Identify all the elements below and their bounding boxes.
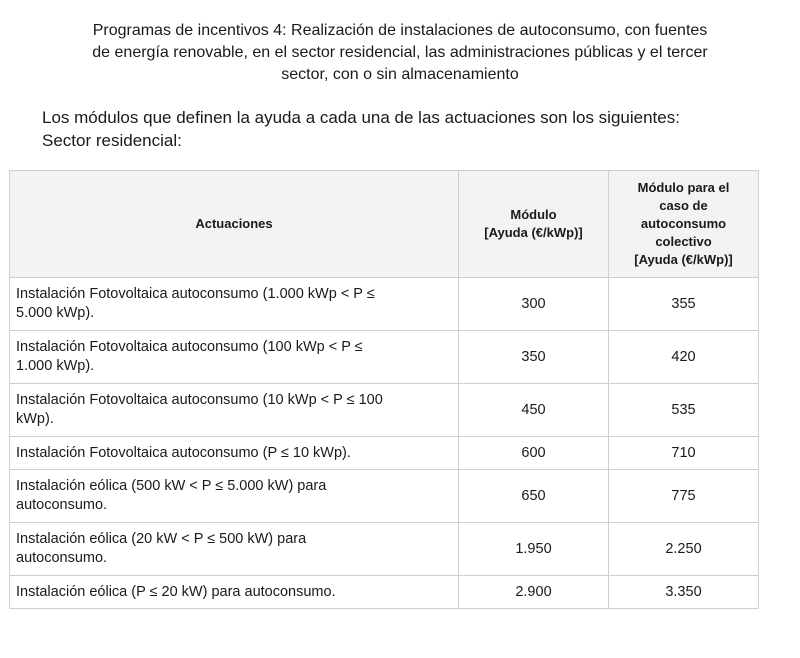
cell-modulo: 650 [459,470,609,523]
header-line: [Ayuda (€/kWp)] [484,225,583,240]
cell-modulo: 300 [459,278,609,331]
cell-modulo: 600 [459,437,609,470]
cell-line: kWp). [16,411,54,427]
cell-line: 1.000 kWp). [16,358,95,374]
section-label: Sector residencial: [42,131,182,150]
header-modulo-colectivo [609,171,759,278]
cell-modulo-colectivo: 710 [609,437,759,470]
cell-actuacion [10,470,459,523]
table-header-row [10,171,759,278]
header-line: Módulo para el [637,180,730,195]
cell-line: Instalación eólica (500 kW < P ≤ 5.000 kW) para [16,478,327,494]
cell-line: autoconsumo. [16,497,108,513]
table-row [10,437,759,470]
cell-modulo: 450 [459,384,609,437]
cell-modulo-colectivo: 355 [609,278,759,331]
cell-modulo: 2.900 [459,576,609,609]
header-line: [Ayuda (€/kWp)] [634,252,733,267]
cell-line: Instalación Fotovoltaica autoconsumo (1.000 kWp < P ≤ [16,286,375,302]
cell-actuacion [10,384,459,437]
cell-modulo: 1.950 [459,523,609,576]
cell-line: Instalación Fotovoltaica autoconsumo (10 kWp < P ≤ 100 [16,392,383,408]
header-line: autoconsumo [640,216,727,231]
cell-actuacion [10,437,459,470]
table-row [10,470,759,523]
intro-line: Los módulos que definen la ayuda a cada una de las actuaciones son los siguientes: [42,108,680,127]
cell-modulo: 350 [459,331,609,384]
table-row [10,576,759,609]
title-line: sector, con o sin almacenamiento [281,66,519,83]
cell-line: autoconsumo. [16,550,108,566]
cell-modulo-colectivo: 3.350 [609,576,759,609]
header-line: Módulo [510,207,557,222]
table-row [10,523,759,576]
cell-modulo-colectivo: 775 [609,470,759,523]
table-row [10,384,759,437]
cell-actuacion [10,278,459,331]
header-line: colectivo [655,234,712,249]
cell-line: 5.000 kWp). [16,305,95,321]
intro-text [42,106,772,152]
header-actuaciones: Actuaciones [10,171,459,278]
header-modulo [459,171,609,278]
cell-modulo-colectivo: 420 [609,331,759,384]
cell-line: Instalación Fotovoltaica autoconsumo (P ≤ 10 kWp). [16,444,351,461]
header-line: caso de [659,198,708,213]
cell-actuacion [10,331,459,384]
title-line: de energía renovable, en el sector residencial, las administraciones públicas y el tercer [92,44,708,61]
document-title [0,20,800,86]
cell-actuacion [10,523,459,576]
cell-line: Instalación Fotovoltaica autoconsumo (100 kWp < P ≤ [16,339,363,355]
cell-line: Instalación eólica (20 kW < P ≤ 500 kW) para [16,531,307,547]
cell-actuacion [10,576,459,609]
cell-modulo-colectivo: 535 [609,384,759,437]
title-line: Programas de incentivos 4: Realización de instalaciones de autoconsumo, con fuentes [92,22,708,39]
cell-modulo-colectivo: 2.250 [609,523,759,576]
table-row [10,331,759,384]
aid-modules-table [9,170,759,609]
cell-line: Instalación eólica (P ≤ 20 kW) para autoconsumo. [16,583,336,600]
table-row [10,278,759,331]
